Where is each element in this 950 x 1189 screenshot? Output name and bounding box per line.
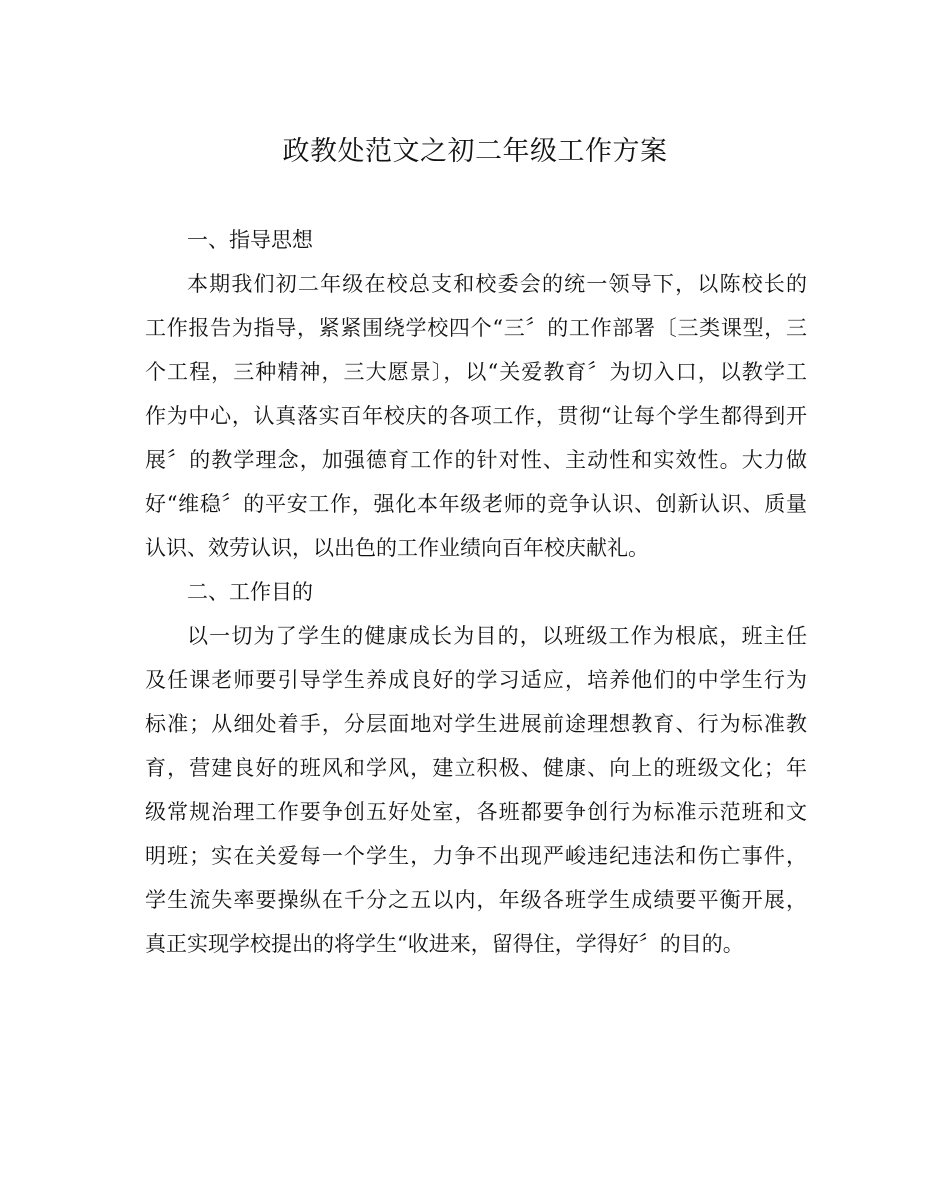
paragraph-line: 好“维稳〞的平安工作，强化本年级老师的竞争认识、创新认识、质量 (145, 492, 807, 516)
paragraph-line: 标准；从细处着手，分层面地对学生进展前途理想教育、行为标准教 (145, 712, 807, 736)
paragraph-line: 学生流失率要操纵在千分之五以内，年级各班学生成绩要平衡开展， (145, 888, 807, 912)
paragraph-line: 个工程，三种精神，三大愿景〕，以“关爱教育〞为切入口，以教学工 (145, 360, 807, 384)
paragraph-line: 本期我们初二年级在校总支和校委会的统一领导下，以陈校长的 (187, 272, 807, 296)
paragraph-line: 工作报告为指导，紧紧围绕学校四个“三〞的工作部署〔三类课型，三 (145, 316, 807, 340)
paragraph-line: 真正实现学校提出的将学生“收进来，留得住，学得好〞的目的。 (145, 932, 744, 956)
paragraph-line: 明班；实在关爱每一个学生，力争不出现严峻违纪违法和伤亡事件， (145, 844, 807, 868)
section-heading-work-goals: 二、工作目的 (187, 580, 313, 604)
paragraph-work-goals (145, 614, 807, 966)
paragraph-line: 及任课老师要引导学生养成良好的学习适应，培养他们的中学生行为 (145, 668, 807, 692)
document-body (145, 218, 807, 966)
paragraph-line: 展〞的教学理念，加强德育工作的针对性、主动性和实效性。大力做 (145, 448, 807, 472)
section-heading-guiding-ideology: 一、指导思想 (187, 228, 313, 252)
paragraph-line: 认识、效劳认识，以出色的工作业绩向百年校庆献礼。 (145, 536, 649, 560)
paragraph-line: 作为中心，认真落实百年校庆的各项工作，贯彻“让每个学生都得到开 (145, 404, 807, 428)
paragraph-guiding-ideology (145, 262, 807, 570)
paragraph-line: 育，营建良好的班风和学风，建立积极、健康、向上的班级文化；年 (145, 756, 807, 780)
paragraph-line: 级常规治理工作要争创五好处室，各班都要争创行为标准示范班和文 (145, 800, 807, 824)
paragraph-line: 以一切为了学生的健康成长为目的，以班级工作为根底，班主任 (187, 624, 807, 648)
document-title: 政教处范文之初二年级工作方案 (282, 136, 668, 167)
